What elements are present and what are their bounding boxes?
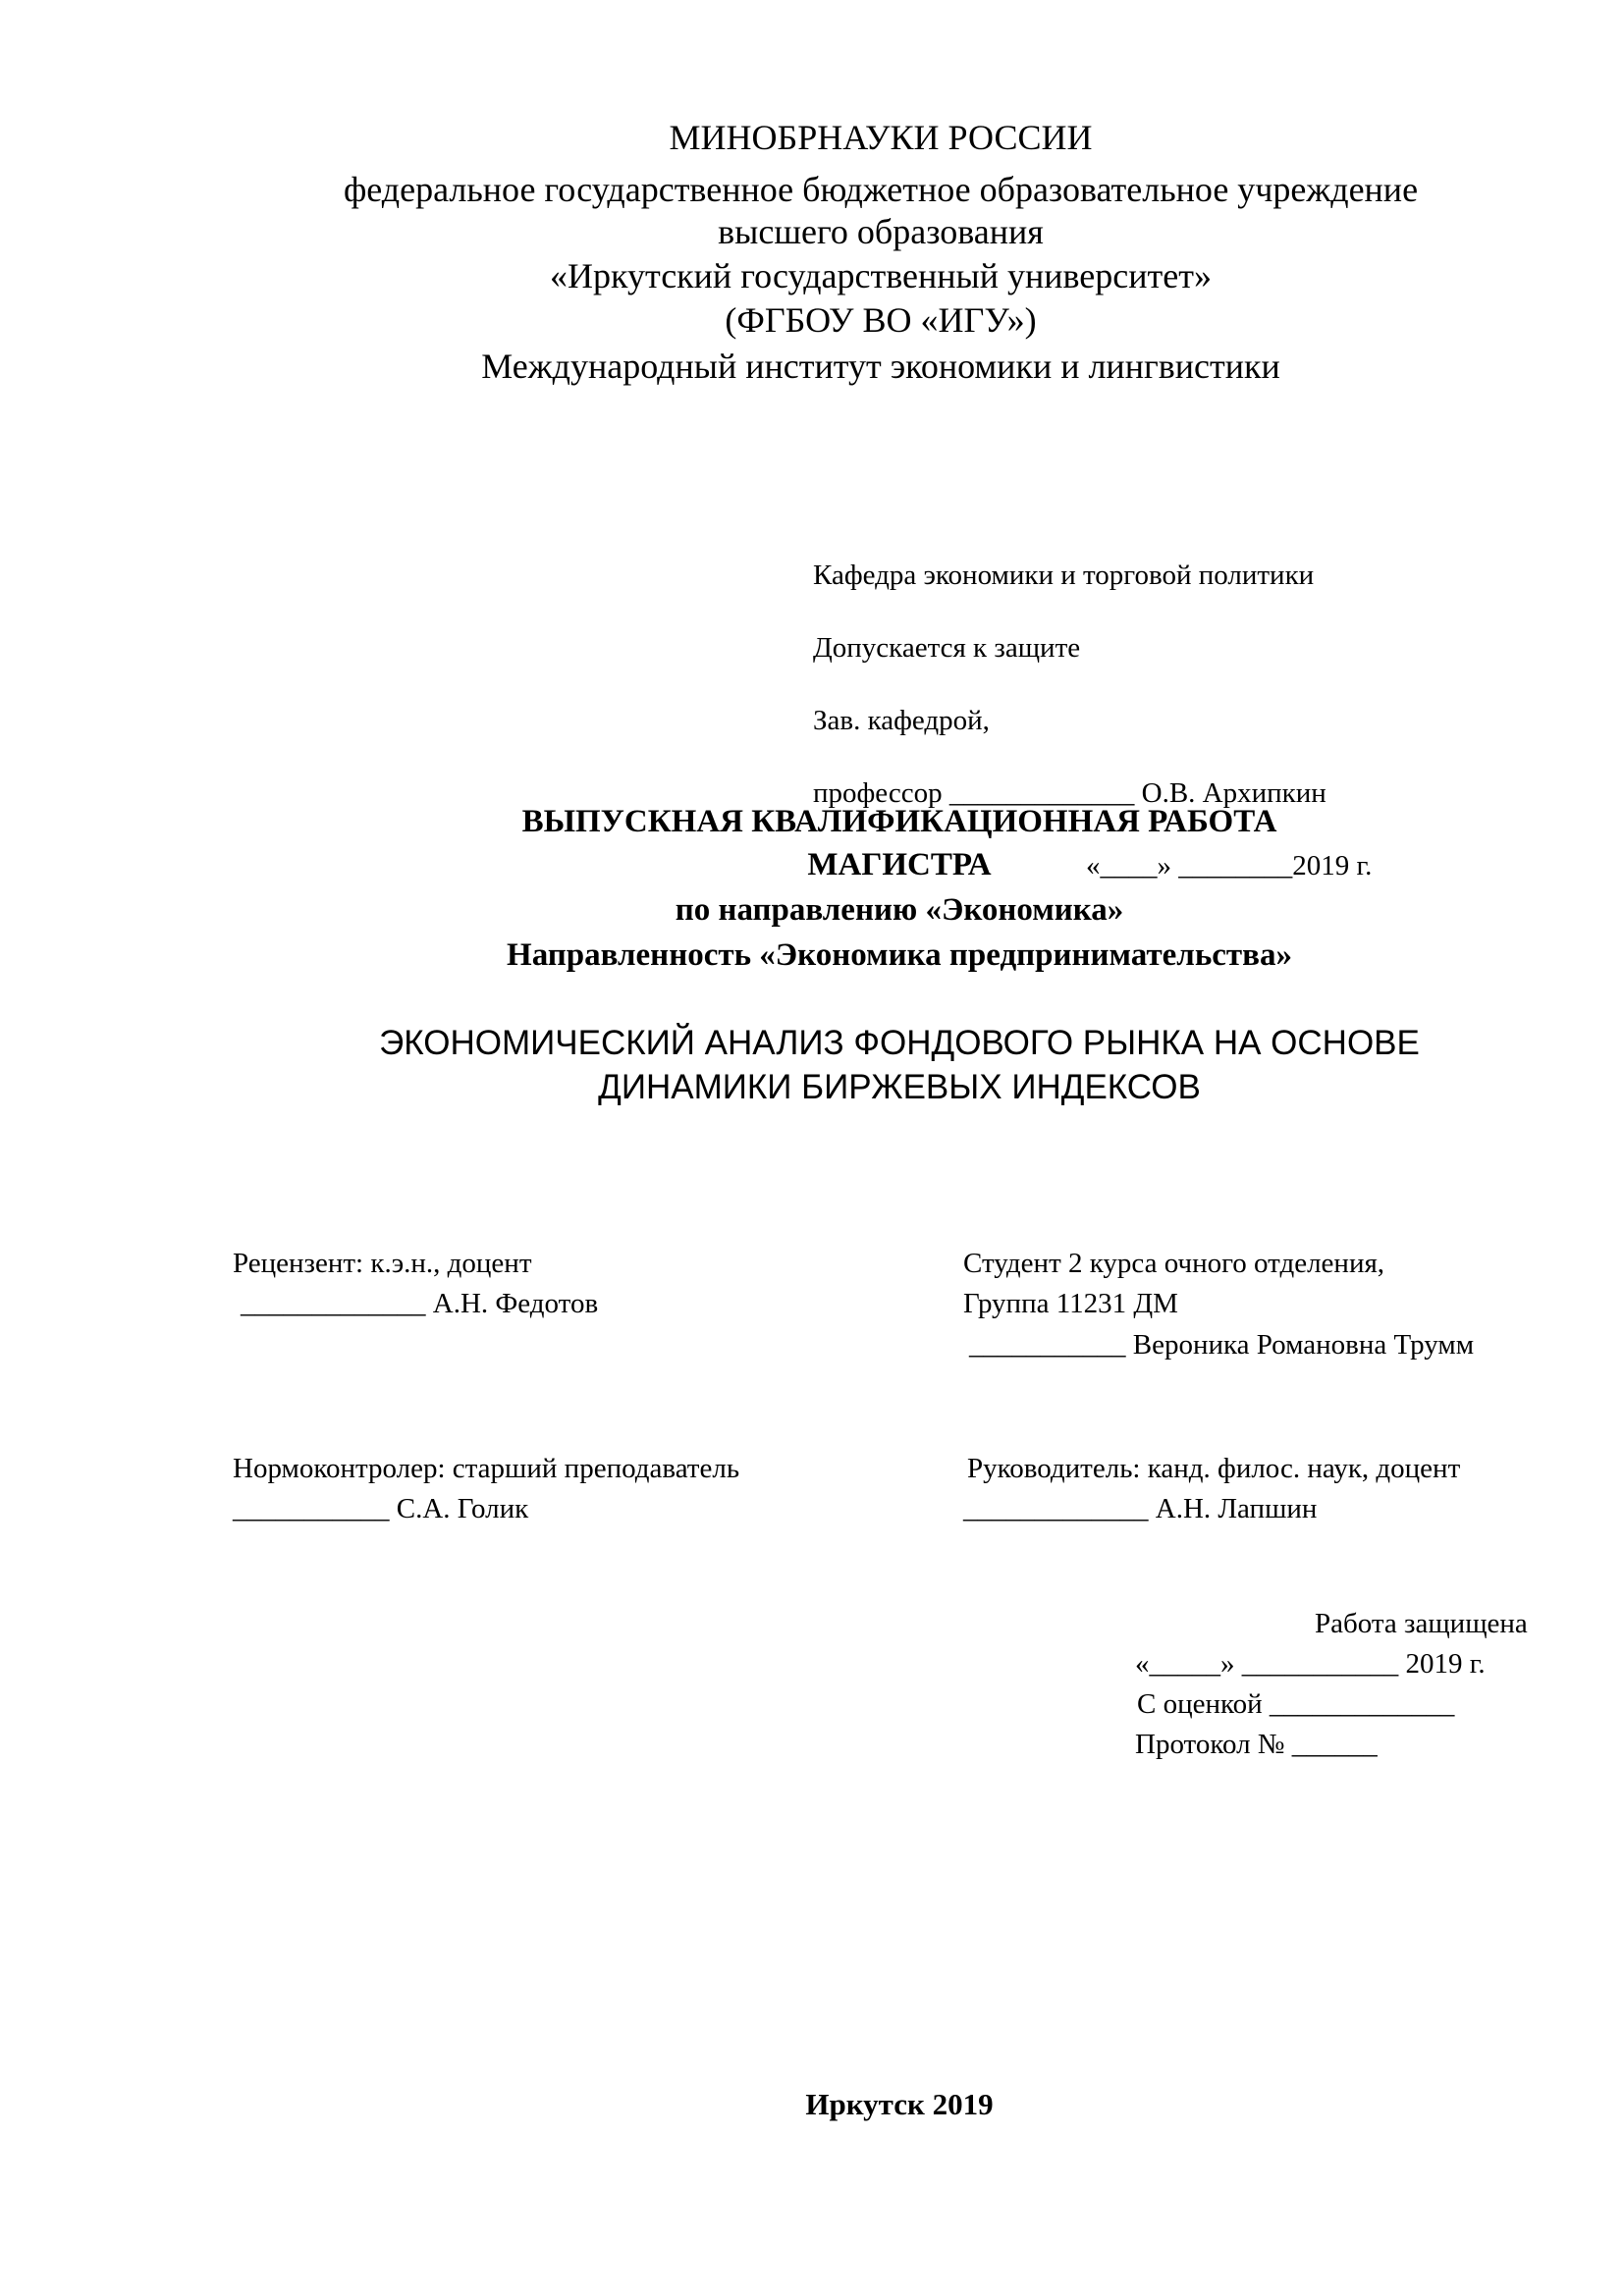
university-abbreviation: (ФГБОУ ВО «ИГУ») (725, 300, 1037, 340)
grade-line: С оценкой _____________ (1137, 1688, 1455, 1720)
professor-signature-line: профессор _____________ О.В. Архипкин (813, 777, 1326, 809)
protocol-line: Протокол № ______ (1135, 1729, 1378, 1760)
supervisor-role: Руководитель: канд. филос. наук, доцент (967, 1453, 1461, 1484)
institute-name: Международный институт экономики и лингвистики (481, 347, 1280, 386)
department-name: Кафедра экономики и торговой политики (813, 560, 1315, 591)
student-role: Студент 2 курса очного отделения, (963, 1248, 1385, 1279)
degree-title: МАГИСТРА (807, 847, 992, 882)
work-type-title: ВЫПУСКНАЯ КВАЛИФИКАЦИОННАЯ РАБОТА (521, 804, 1277, 839)
university-name: «Иркутский государственный университет» (550, 256, 1212, 295)
student-signature: ___________ Вероника Романовна Трумм (969, 1329, 1475, 1361)
defense-status: Работа защищена (1315, 1608, 1528, 1639)
admission-note: Допускается к защите (813, 632, 1081, 664)
head-title: Зав. кафедрой, (813, 705, 990, 736)
reviewer-signature: _____________ А.Н. Федотов (241, 1288, 599, 1319)
student-group: Группа 11231 ДМ (963, 1288, 1178, 1319)
institution-type: федеральное государственное бюджетное образовательное учреждение (343, 170, 1419, 209)
education-level: высшего образования (718, 212, 1044, 251)
reviewer-role: Рецензент: к.э.н., доцент (233, 1248, 532, 1279)
normcontroller-signature: ___________ С.А. Голик (233, 1493, 529, 1524)
specialization-title: Направленность «Экономика предпринимательства» (507, 937, 1292, 973)
ministry-name: МИНОБРНАУКИ РОССИИ (669, 118, 1093, 157)
normcontroller-role: Нормоконтролер: старший преподаватель (233, 1453, 740, 1484)
approval-block (813, 521, 1372, 902)
supervisor-signature: _____________ А.Н. Лапшин (963, 1493, 1318, 1524)
city-year: Иркутск 2019 (805, 2087, 994, 2121)
defense-date-line: «_____» ___________ 2019 г. (1135, 1648, 1486, 1680)
thesis-topic-line2: ДИНАМИКИ БИРЖЕВЫХ ИНДЕКСОВ (598, 1068, 1201, 1106)
approval-date-line: «____» ________2019 г. (1086, 850, 1373, 881)
thesis-topic-line1: ЭКОНОМИЧЕСКИЙ АНАЛИЗ ФОНДОВОГО РЫНКА НА ОСНОВЕ (379, 1024, 1420, 1062)
direction-title: по направлению «Экономика» (675, 892, 1124, 928)
